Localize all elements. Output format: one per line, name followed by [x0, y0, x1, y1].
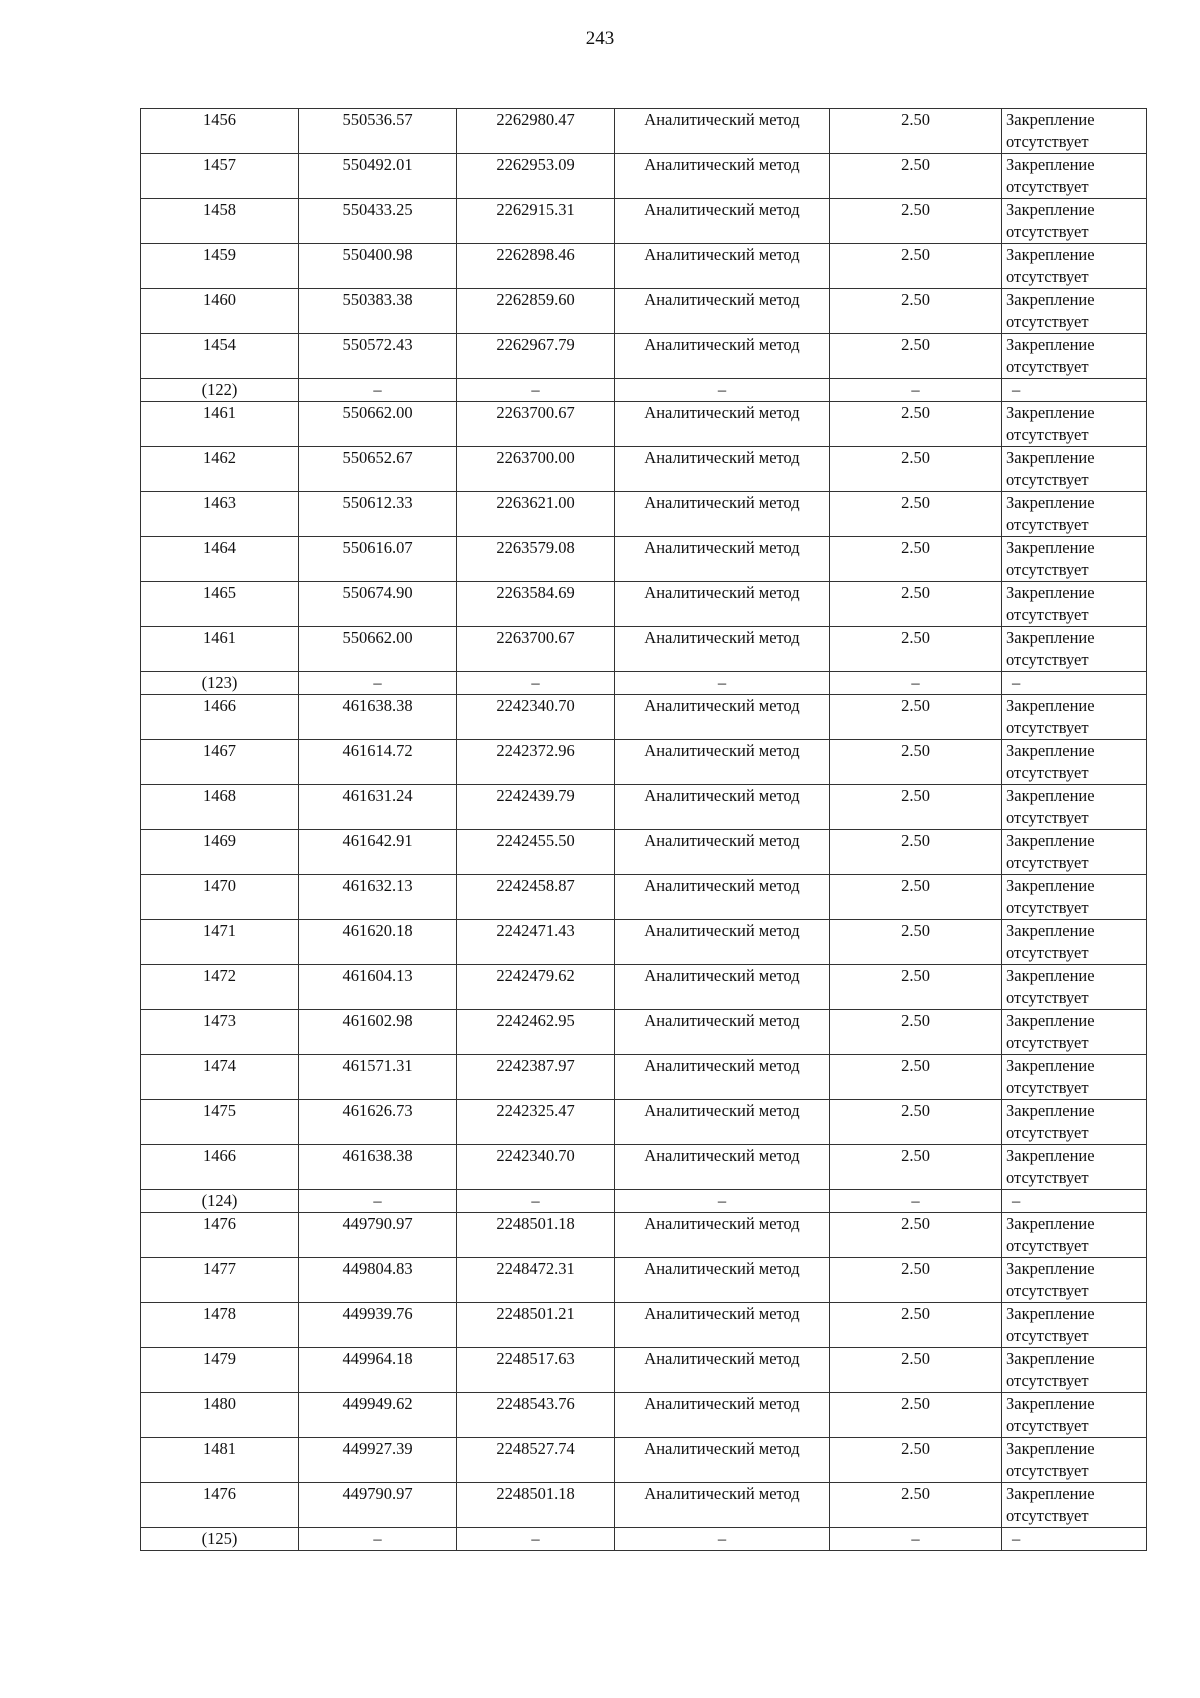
table-row: [141, 402, 1147, 447]
point-number-cell: 1477: [141, 1258, 299, 1303]
point-number-cell: (123): [141, 672, 299, 695]
method-cell: Аналитический метод: [615, 1258, 830, 1303]
fixation-cell: Закрепление отсутствует: [1002, 537, 1147, 582]
x-coordinate-cell: 461602.98: [299, 1010, 457, 1055]
y-coordinate-cell: 2248517.63: [457, 1348, 615, 1393]
y-coordinate-cell: 2263700.67: [457, 627, 615, 672]
error-cell: 2.50: [830, 1100, 1002, 1145]
point-number-cell: 1468: [141, 785, 299, 830]
method-cell: Аналитический метод: [615, 695, 830, 740]
point-number-cell: 1478: [141, 1303, 299, 1348]
point-number-cell: 1476: [141, 1483, 299, 1528]
y-coordinate-cell: 2248501.18: [457, 1213, 615, 1258]
method-cell: Аналитический метод: [615, 582, 830, 627]
y-coordinate-cell: 2242340.70: [457, 695, 615, 740]
fixation-cell: Закрепление отсутствует: [1002, 334, 1147, 379]
table-row: [141, 447, 1147, 492]
method-cell: Аналитический метод: [615, 1393, 830, 1438]
point-number-cell: 1457: [141, 154, 299, 199]
method-cell: Аналитический метод: [615, 830, 830, 875]
table-row: [141, 1213, 1147, 1258]
method-cell: –: [615, 1528, 830, 1551]
x-coordinate-cell: 461571.31: [299, 1055, 457, 1100]
x-coordinate-cell: –: [299, 379, 457, 402]
x-coordinate-cell: 550383.38: [299, 289, 457, 334]
y-coordinate-cell: 2242455.50: [457, 830, 615, 875]
fixation-cell: Закрепление отсутствует: [1002, 965, 1147, 1010]
error-cell: 2.50: [830, 582, 1002, 627]
table-row: [141, 695, 1147, 740]
fixation-cell: –: [1002, 1528, 1147, 1551]
table-row: [141, 875, 1147, 920]
point-number-cell: 1462: [141, 447, 299, 492]
y-coordinate-cell: 2263700.67: [457, 402, 615, 447]
fixation-cell: Закрепление отсутствует: [1002, 1348, 1147, 1393]
y-coordinate-cell: –: [457, 1190, 615, 1213]
fixation-cell: Закрепление отсутствует: [1002, 1100, 1147, 1145]
error-cell: –: [830, 1190, 1002, 1213]
error-cell: 2.50: [830, 334, 1002, 379]
fixation-cell: –: [1002, 672, 1147, 695]
fixation-cell: Закрепление отсутствует: [1002, 244, 1147, 289]
x-coordinate-cell: 550662.00: [299, 402, 457, 447]
y-coordinate-cell: 2262859.60: [457, 289, 615, 334]
point-number-cell: 1459: [141, 244, 299, 289]
fixation-cell: Закрепление отсутствует: [1002, 1055, 1147, 1100]
method-cell: Аналитический метод: [615, 492, 830, 537]
fixation-cell: Закрепление отсутствует: [1002, 875, 1147, 920]
point-number-cell: 1472: [141, 965, 299, 1010]
x-coordinate-cell: 449927.39: [299, 1438, 457, 1483]
method-cell: Аналитический метод: [615, 1438, 830, 1483]
x-coordinate-cell: 461638.38: [299, 1145, 457, 1190]
y-coordinate-cell: 2248472.31: [457, 1258, 615, 1303]
x-coordinate-cell: 449939.76: [299, 1303, 457, 1348]
point-number-cell: (122): [141, 379, 299, 402]
y-coordinate-cell: –: [457, 379, 615, 402]
method-cell: Аналитический метод: [615, 199, 830, 244]
point-number-cell: 1467: [141, 740, 299, 785]
fixation-cell: Закрепление отсутствует: [1002, 1393, 1147, 1438]
error-cell: 2.50: [830, 402, 1002, 447]
point-number-cell: 1471: [141, 920, 299, 965]
x-coordinate-cell: 461632.13: [299, 875, 457, 920]
x-coordinate-cell: 550433.25: [299, 199, 457, 244]
table-row: [141, 830, 1147, 875]
contour-separator-row: [141, 1190, 1147, 1213]
x-coordinate-cell: 461604.13: [299, 965, 457, 1010]
x-coordinate-cell: 449804.83: [299, 1258, 457, 1303]
point-number-cell: 1460: [141, 289, 299, 334]
fixation-cell: Закрепление отсутствует: [1002, 402, 1147, 447]
table-row: [141, 1303, 1147, 1348]
table-row: [141, 740, 1147, 785]
method-cell: Аналитический метод: [615, 1483, 830, 1528]
table-body: [141, 109, 1147, 1551]
table-row: [141, 1438, 1147, 1483]
error-cell: 2.50: [830, 154, 1002, 199]
fixation-cell: Закрепление отсутствует: [1002, 1145, 1147, 1190]
point-number-cell: 1470: [141, 875, 299, 920]
x-coordinate-cell: 550674.90: [299, 582, 457, 627]
method-cell: Аналитический метод: [615, 334, 830, 379]
fixation-cell: Закрепление отсутствует: [1002, 154, 1147, 199]
error-cell: 2.50: [830, 1393, 1002, 1438]
error-cell: 2.50: [830, 1010, 1002, 1055]
y-coordinate-cell: 2262898.46: [457, 244, 615, 289]
error-cell: 2.50: [830, 695, 1002, 740]
point-number-cell: 1456: [141, 109, 299, 154]
x-coordinate-cell: 449790.97: [299, 1213, 457, 1258]
point-number-cell: 1479: [141, 1348, 299, 1393]
method-cell: Аналитический метод: [615, 154, 830, 199]
method-cell: Аналитический метод: [615, 1055, 830, 1100]
method-cell: Аналитический метод: [615, 109, 830, 154]
y-coordinate-cell: 2262953.09: [457, 154, 615, 199]
y-coordinate-cell: 2262980.47: [457, 109, 615, 154]
table-row: [141, 492, 1147, 537]
contour-separator-row: [141, 672, 1147, 695]
error-cell: 2.50: [830, 627, 1002, 672]
x-coordinate-cell: 550536.57: [299, 109, 457, 154]
table-row: [141, 785, 1147, 830]
x-coordinate-cell: 550572.43: [299, 334, 457, 379]
fixation-cell: Закрепление отсутствует: [1002, 785, 1147, 830]
page-number: 243: [585, 28, 615, 49]
error-cell: 2.50: [830, 199, 1002, 244]
fixation-cell: Закрепление отсутствует: [1002, 1303, 1147, 1348]
point-number-cell: 1475: [141, 1100, 299, 1145]
x-coordinate-cell: –: [299, 1190, 457, 1213]
point-number-cell: 1463: [141, 492, 299, 537]
method-cell: Аналитический метод: [615, 244, 830, 289]
point-number-cell: 1480: [141, 1393, 299, 1438]
table-row: [141, 582, 1147, 627]
contour-separator-row: [141, 379, 1147, 402]
point-number-cell: 1461: [141, 627, 299, 672]
table-row: [141, 537, 1147, 582]
point-number-cell: (124): [141, 1190, 299, 1213]
method-cell: Аналитический метод: [615, 920, 830, 965]
point-number-cell: 1454: [141, 334, 299, 379]
fixation-cell: Закрепление отсутствует: [1002, 740, 1147, 785]
method-cell: Аналитический метод: [615, 402, 830, 447]
y-coordinate-cell: –: [457, 672, 615, 695]
table-row: [141, 334, 1147, 379]
error-cell: 2.50: [830, 109, 1002, 154]
x-coordinate-cell: 461620.18: [299, 920, 457, 965]
error-cell: 2.50: [830, 965, 1002, 1010]
x-coordinate-cell: 550662.00: [299, 627, 457, 672]
y-coordinate-cell: 2248543.76: [457, 1393, 615, 1438]
fixation-cell: Закрепление отсутствует: [1002, 199, 1147, 244]
fixation-cell: Закрепление отсутствует: [1002, 289, 1147, 334]
method-cell: Аналитический метод: [615, 627, 830, 672]
point-number-cell: 1469: [141, 830, 299, 875]
point-number-cell: (125): [141, 1528, 299, 1551]
y-coordinate-cell: 2263700.00: [457, 447, 615, 492]
x-coordinate-cell: 461642.91: [299, 830, 457, 875]
fixation-cell: Закрепление отсутствует: [1002, 1438, 1147, 1483]
table-row: [141, 199, 1147, 244]
x-coordinate-cell: 550652.67: [299, 447, 457, 492]
point-number-cell: 1481: [141, 1438, 299, 1483]
x-coordinate-cell: 550400.98: [299, 244, 457, 289]
contour-separator-row: [141, 1528, 1147, 1551]
fixation-cell: Закрепление отсутствует: [1002, 830, 1147, 875]
method-cell: Аналитический метод: [615, 965, 830, 1010]
method-cell: Аналитический метод: [615, 537, 830, 582]
error-cell: 2.50: [830, 1438, 1002, 1483]
point-number-cell: 1466: [141, 1145, 299, 1190]
x-coordinate-cell: 461631.24: [299, 785, 457, 830]
fixation-cell: Закрепление отсутствует: [1002, 582, 1147, 627]
table-row: [141, 1055, 1147, 1100]
table-row: [141, 1348, 1147, 1393]
error-cell: –: [830, 379, 1002, 402]
x-coordinate-cell: 550492.01: [299, 154, 457, 199]
method-cell: Аналитический метод: [615, 1303, 830, 1348]
method-cell: –: [615, 1190, 830, 1213]
error-cell: 2.50: [830, 740, 1002, 785]
error-cell: 2.50: [830, 1303, 1002, 1348]
point-number-cell: 1466: [141, 695, 299, 740]
x-coordinate-cell: 461638.38: [299, 695, 457, 740]
coordinates-table: [140, 108, 1147, 1551]
fixation-cell: Закрепление отсутствует: [1002, 920, 1147, 965]
method-cell: Аналитический метод: [615, 447, 830, 492]
method-cell: Аналитический метод: [615, 1145, 830, 1190]
method-cell: Аналитический метод: [615, 1348, 830, 1393]
table-row: [141, 1010, 1147, 1055]
table-row: [141, 1100, 1147, 1145]
method-cell: Аналитический метод: [615, 740, 830, 785]
error-cell: –: [830, 1528, 1002, 1551]
y-coordinate-cell: 2242372.96: [457, 740, 615, 785]
fixation-cell: Закрепление отсутствует: [1002, 695, 1147, 740]
point-number-cell: 1473: [141, 1010, 299, 1055]
point-number-cell: 1474: [141, 1055, 299, 1100]
y-coordinate-cell: 2242471.43: [457, 920, 615, 965]
fixation-cell: Закрепление отсутствует: [1002, 1258, 1147, 1303]
error-cell: 2.50: [830, 492, 1002, 537]
fixation-cell: Закрепление отсутствует: [1002, 447, 1147, 492]
error-cell: 2.50: [830, 785, 1002, 830]
method-cell: –: [615, 379, 830, 402]
y-coordinate-cell: 2242458.87: [457, 875, 615, 920]
table-row: [141, 109, 1147, 154]
fixation-cell: Закрепление отсутствует: [1002, 492, 1147, 537]
x-coordinate-cell: 449949.62: [299, 1393, 457, 1438]
point-number-cell: 1458: [141, 199, 299, 244]
table-row: [141, 244, 1147, 289]
x-coordinate-cell: 461626.73: [299, 1100, 457, 1145]
error-cell: 2.50: [830, 1483, 1002, 1528]
error-cell: –: [830, 672, 1002, 695]
error-cell: 2.50: [830, 1348, 1002, 1393]
error-cell: 2.50: [830, 875, 1002, 920]
point-number-cell: 1476: [141, 1213, 299, 1258]
fixation-cell: –: [1002, 379, 1147, 402]
y-coordinate-cell: 2242325.47: [457, 1100, 615, 1145]
y-coordinate-cell: 2262967.79: [457, 334, 615, 379]
fixation-cell: –: [1002, 1190, 1147, 1213]
error-cell: 2.50: [830, 920, 1002, 965]
table-row: [141, 920, 1147, 965]
y-coordinate-cell: 2263621.00: [457, 492, 615, 537]
error-cell: 2.50: [830, 289, 1002, 334]
table-row: [141, 1393, 1147, 1438]
y-coordinate-cell: 2242479.62: [457, 965, 615, 1010]
table-row: [141, 1258, 1147, 1303]
error-cell: 2.50: [830, 1055, 1002, 1100]
error-cell: 2.50: [830, 830, 1002, 875]
fixation-cell: Закрепление отсутствует: [1002, 1483, 1147, 1528]
y-coordinate-cell: 2248501.18: [457, 1483, 615, 1528]
table-row: [141, 154, 1147, 199]
table-row: [141, 1145, 1147, 1190]
error-cell: 2.50: [830, 1258, 1002, 1303]
table-row: [141, 289, 1147, 334]
point-number-cell: 1464: [141, 537, 299, 582]
y-coordinate-cell: 2263584.69: [457, 582, 615, 627]
x-coordinate-cell: –: [299, 1528, 457, 1551]
y-coordinate-cell: 2242387.97: [457, 1055, 615, 1100]
x-coordinate-cell: 550616.07: [299, 537, 457, 582]
x-coordinate-cell: 449790.97: [299, 1483, 457, 1528]
y-coordinate-cell: 2242439.79: [457, 785, 615, 830]
y-coordinate-cell: 2248527.74: [457, 1438, 615, 1483]
fixation-cell: Закрепление отсутствует: [1002, 627, 1147, 672]
method-cell: Аналитический метод: [615, 1010, 830, 1055]
method-cell: –: [615, 672, 830, 695]
x-coordinate-cell: 550612.33: [299, 492, 457, 537]
x-coordinate-cell: 449964.18: [299, 1348, 457, 1393]
point-number-cell: 1461: [141, 402, 299, 447]
x-coordinate-cell: –: [299, 672, 457, 695]
error-cell: 2.50: [830, 537, 1002, 582]
table-row: [141, 1483, 1147, 1528]
y-coordinate-cell: 2263579.08: [457, 537, 615, 582]
y-coordinate-cell: 2262915.31: [457, 199, 615, 244]
error-cell: 2.50: [830, 447, 1002, 492]
error-cell: 2.50: [830, 1213, 1002, 1258]
table-row: [141, 627, 1147, 672]
table-row: [141, 965, 1147, 1010]
x-coordinate-cell: 461614.72: [299, 740, 457, 785]
y-coordinate-cell: 2248501.21: [457, 1303, 615, 1348]
method-cell: Аналитический метод: [615, 289, 830, 334]
y-coordinate-cell: 2242462.95: [457, 1010, 615, 1055]
y-coordinate-cell: –: [457, 1528, 615, 1551]
method-cell: Аналитический метод: [615, 1100, 830, 1145]
error-cell: 2.50: [830, 1145, 1002, 1190]
y-coordinate-cell: 2242340.70: [457, 1145, 615, 1190]
method-cell: Аналитический метод: [615, 875, 830, 920]
fixation-cell: Закрепление отсутствует: [1002, 1213, 1147, 1258]
point-number-cell: 1465: [141, 582, 299, 627]
method-cell: Аналитический метод: [615, 1213, 830, 1258]
error-cell: 2.50: [830, 244, 1002, 289]
method-cell: Аналитический метод: [615, 785, 830, 830]
fixation-cell: Закрепление отсутствует: [1002, 1010, 1147, 1055]
fixation-cell: Закрепление отсутствует: [1002, 109, 1147, 154]
